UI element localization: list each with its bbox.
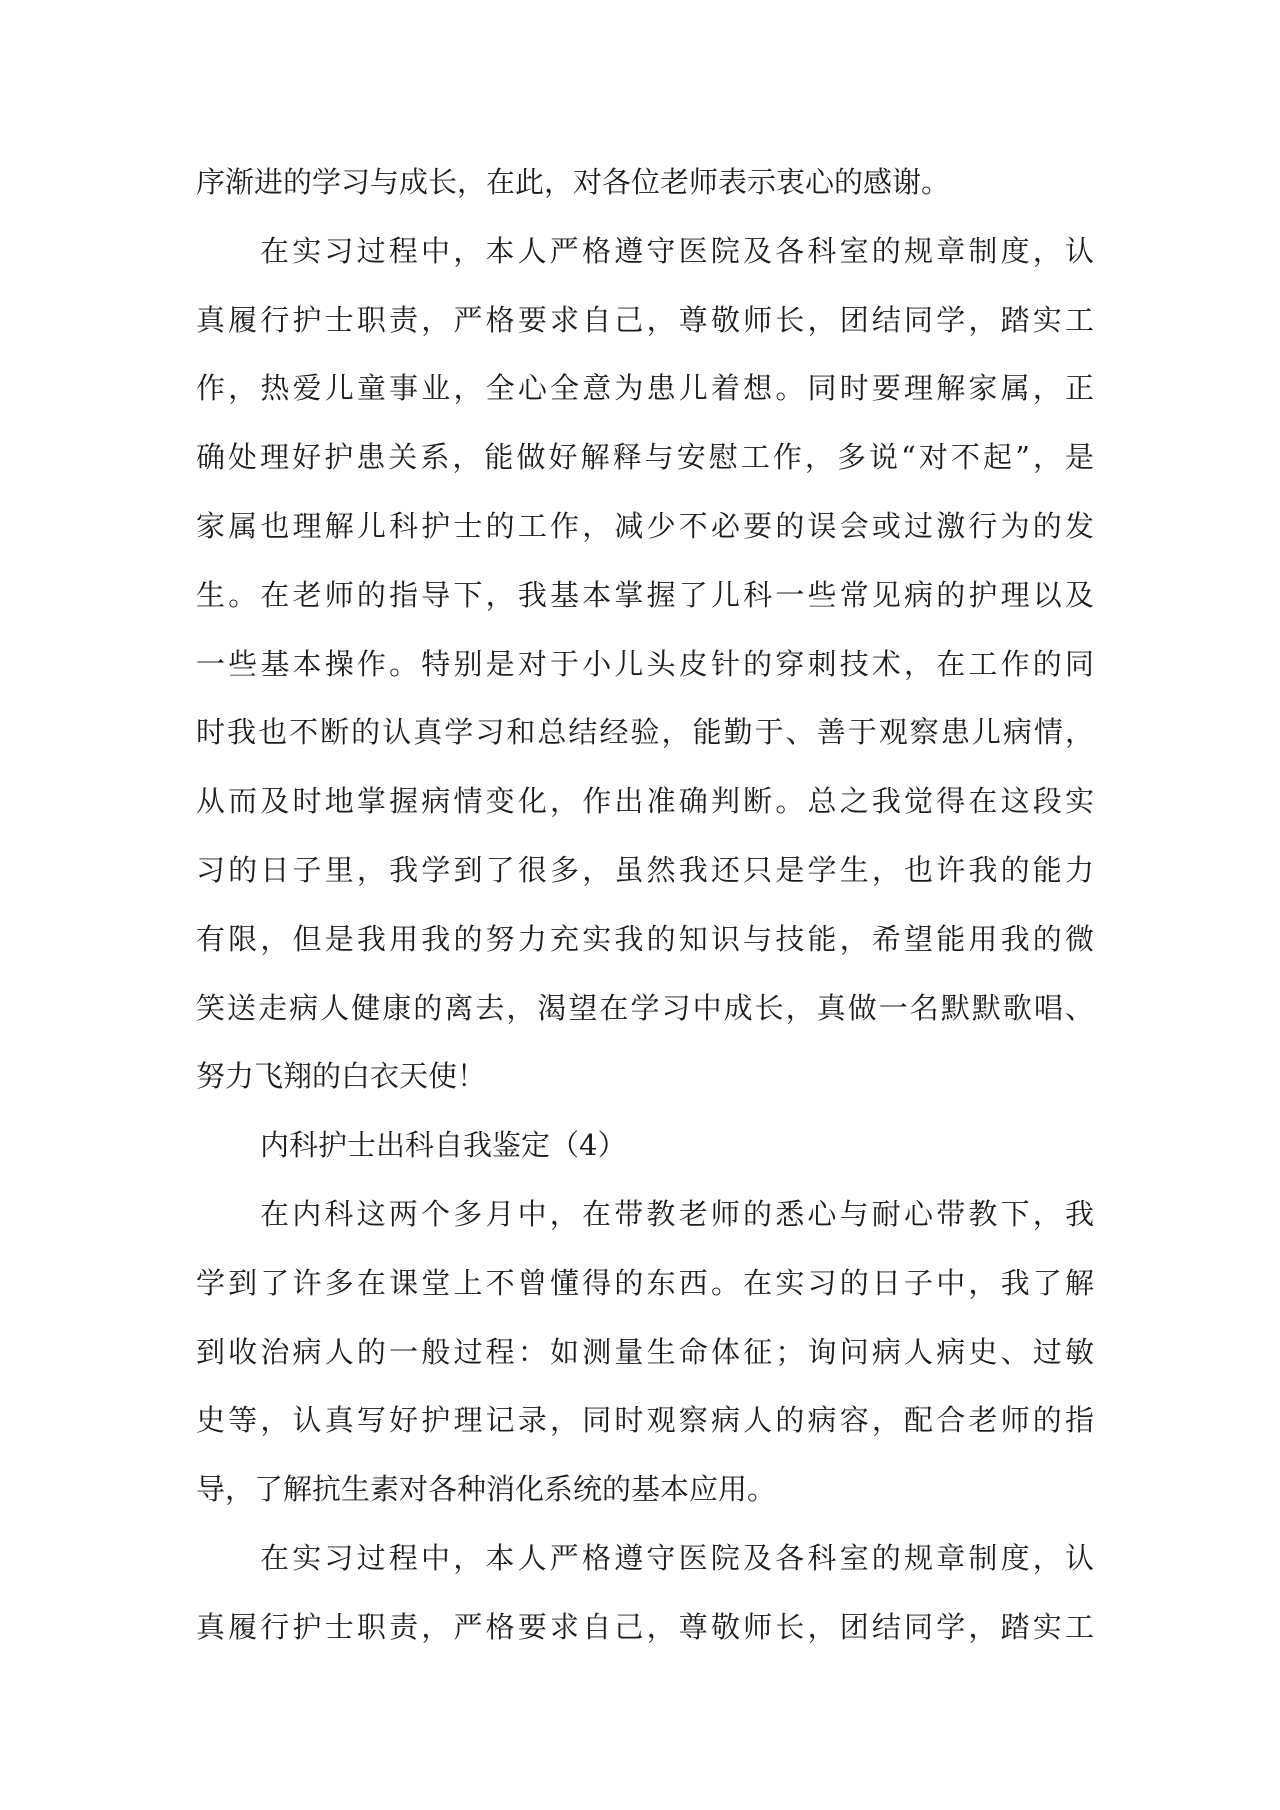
text-line-9: 时我也不断的认真学习和总结经验，能勤于、善于观察患儿病情， [196, 715, 1094, 750]
text-line-21: 在实习过程中，本人严格遵守医院及各科室的规章制度，认 [260, 1540, 1094, 1575]
text-line-11: 习的日子里，我学到了很多，虽然我还只是学生，也许我的能力 [196, 852, 1094, 887]
section-heading: 内科护士出科自我鉴定（4） [260, 1128, 627, 1163]
text-line-1: 序渐进的学习与成长，在此，对各位老师表示衷心的感谢。 [196, 165, 951, 199]
text-line-14: 努力飞翔的白衣天使！ [196, 1059, 487, 1094]
text-line-22: 真履行护士职责，严格要求自己，尊敬师长，团结同学，踏实工 [196, 1609, 1094, 1644]
text-line-5: 确处理好护患关系，能做好解释与安慰工作，多说“对不起”，是 [196, 440, 1094, 475]
text-line-12: 有限，但是我用我的努力充实我的知识与技能，希望能用我的微 [196, 921, 1094, 956]
text-line-3: 真履行护士职责，严格要求自己，尊敬师长，团结同学，踏实工 [196, 302, 1094, 337]
text-line-20: 导，了解抗生素对各种消化系统的基本应用。 [196, 1472, 777, 1507]
text-line-8: 一些基本操作。特别是对于小儿头皮针的穿刺技术，在工作的同 [196, 646, 1094, 681]
document-body [196, 148, 1094, 1662]
text-line-18: 到收治病人的一般过程：如测量生命体征；询问病人病史、过敏 [196, 1334, 1094, 1369]
text-line-4: 作，热爱儿童事业，全心全意为患儿着想。同时要理解家属，正 [196, 371, 1094, 406]
text-line-13: 笑送走病人健康的离去，渴望在学习中成长，真做一名默默歌唱、 [196, 990, 1094, 1025]
text-line-2: 在实习过程中，本人严格遵守医院及各科室的规章制度，认 [260, 233, 1094, 268]
text-line-17: 学到了许多在课堂上不曾懂得的东西。在实习的日子中，我了解 [196, 1265, 1094, 1300]
text-line-10: 从而及时地掌握病情变化，作出准确判断。总之我觉得在这段实 [196, 784, 1094, 819]
text-line-16: 在内科这两个多月中，在带教老师的悉心与耐心带教下，我 [260, 1196, 1094, 1231]
text-line-6: 家属也理解儿科护士的工作，减少不必要的误会或过激行为的发 [196, 508, 1094, 543]
text-line-19: 史等，认真写好护理记录，同时观察病人的病容，配合老师的指 [196, 1403, 1094, 1438]
text-line-7: 生。在老师的指导下，我基本掌握了儿科一些常见病的护理以及 [196, 577, 1094, 612]
